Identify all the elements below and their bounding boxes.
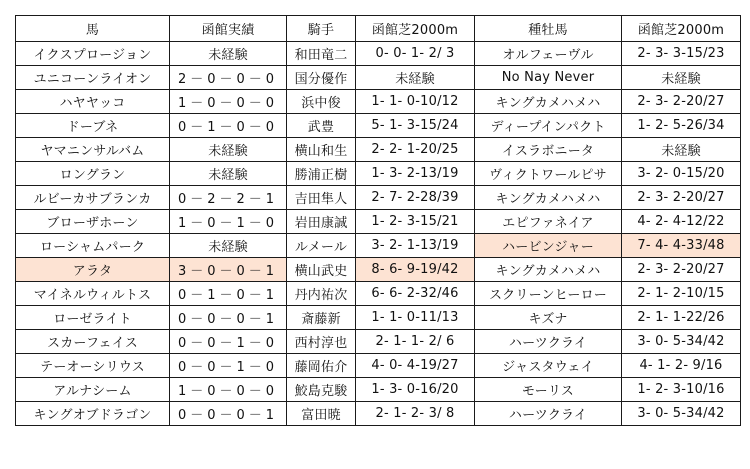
jockey-cell: 鮫島克駿 (287, 378, 356, 402)
jockey-cell: 勝浦正樹 (287, 162, 356, 186)
horse-name-cell: スカーフェイス (16, 330, 170, 354)
table-row (16, 378, 741, 402)
table-row (16, 138, 741, 162)
jockey-cell: 岩田康誠 (287, 210, 356, 234)
sire-record-cell: 2- 3- 2-20/27 (622, 258, 741, 282)
table-row (16, 330, 741, 354)
hakodate-record-cell: 0－2－2－1 (170, 186, 287, 210)
horse-name-cell: ヤマニンサルバム (16, 138, 170, 162)
sire-record-cell: 3- 0- 5-34/42 (622, 402, 741, 426)
header-jockey-course-record: 函館芝2000m (356, 16, 475, 42)
horse-name-cell: キングオブドラゴン (16, 402, 170, 426)
jockey-cell: 和田竜二 (287, 42, 356, 66)
jockey-cell: 武豊 (287, 114, 356, 138)
table-row (16, 186, 741, 210)
jockey-record-cell: 未経験 (356, 66, 475, 90)
hakodate-record-cell: 1－0－0－0 (170, 378, 287, 402)
horse-name-cell: ロングラン (16, 162, 170, 186)
table-row (16, 210, 741, 234)
jockey-cell: 浜中俊 (287, 90, 356, 114)
sire-record-cell: 2- 1- 1-22/26 (622, 306, 741, 330)
hakodate-record-cell: 未経験 (170, 42, 287, 66)
hakodate-record-cell: 0－1－0－1 (170, 282, 287, 306)
table-row (16, 42, 741, 66)
sire-cell: キングカメハメハ (475, 90, 622, 114)
jockey-record-cell: 1- 3- 0-16/20 (356, 378, 475, 402)
sire-cell: キングカメハメハ (475, 258, 622, 282)
sire-record-cell: 未経験 (622, 66, 741, 90)
jockey-cell: 横山和生 (287, 138, 356, 162)
header-row (16, 16, 741, 42)
hakodate-record-cell: 0－0－0－1 (170, 402, 287, 426)
table-row (16, 90, 741, 114)
jockey-record-cell: 1- 2- 3-15/21 (356, 210, 475, 234)
hakodate-record-cell-highlighted: 3－0－0－1 (170, 258, 287, 282)
sire-record-cell: 2- 3- 3-15/23 (622, 42, 741, 66)
jockey-cell: 藤岡佑介 (287, 354, 356, 378)
jockey-cell: 国分優作 (287, 66, 356, 90)
sire-cell: イスラボニータ (475, 138, 622, 162)
horse-name-cell: アルナシーム (16, 378, 170, 402)
hakodate-record-cell: 未経験 (170, 234, 287, 258)
sire-cell: キングカメハメハ (475, 186, 622, 210)
header-sire: 種牡馬 (475, 16, 622, 42)
stats-table (15, 15, 741, 426)
sire-cell: エピファネイア (475, 210, 622, 234)
jockey-record-cell: 2- 1- 2- 3/ 8 (356, 402, 475, 426)
header-jockey: 騎手 (287, 16, 356, 42)
horse-name-cell: ブローザホーン (16, 210, 170, 234)
jockey-record-cell: 1- 1- 0-10/12 (356, 90, 475, 114)
sire-record-cell: 1- 2- 3-10/16 (622, 378, 741, 402)
sire-cell: ハーツクライ (475, 330, 622, 354)
horse-name-cell: ドーブネ (16, 114, 170, 138)
sire-cell: No Nay Never (475, 66, 622, 90)
table-row (16, 234, 741, 258)
horse-name-cell: ハヤヤッコ (16, 90, 170, 114)
hakodate-record-cell: 1－0－1－0 (170, 210, 287, 234)
table-row (16, 282, 741, 306)
jockey-record-cell: 2- 1- 1- 2/ 6 (356, 330, 475, 354)
table-row (16, 114, 741, 138)
sire-record-cell-highlighted: 7- 4- 4-33/48 (622, 234, 741, 258)
jockey-record-cell: 1- 3- 2-13/19 (356, 162, 475, 186)
jockey-record-cell: 2- 2- 1-20/25 (356, 138, 475, 162)
horse-name-cell: テーオーシリウス (16, 354, 170, 378)
jockey-record-cell: 3- 2- 1-13/19 (356, 234, 475, 258)
jockey-cell: 富田暁 (287, 402, 356, 426)
jockey-cell: 斎藤新 (287, 306, 356, 330)
table-row (16, 258, 741, 282)
sire-cell: オルフェーヴル (475, 42, 622, 66)
horse-name-cell: ローシャムパーク (16, 234, 170, 258)
jockey-record-cell: 0- 0- 1- 2/ 3 (356, 42, 475, 66)
table-row (16, 162, 741, 186)
sire-cell: モーリス (475, 378, 622, 402)
horse-name-cell: マイネルウィルトス (16, 282, 170, 306)
sire-cell: ハーツクライ (475, 402, 622, 426)
sire-record-cell: 3- 0- 5-34/42 (622, 330, 741, 354)
sire-cell: ジャスタウェイ (475, 354, 622, 378)
jockey-cell: 西村淳也 (287, 330, 356, 354)
jockey-cell: 横山武史 (287, 258, 356, 282)
header-hakodate-record: 函館実績 (170, 16, 287, 42)
sire-record-cell: 未経験 (622, 138, 741, 162)
hakodate-record-cell: 2－0－0－0 (170, 66, 287, 90)
horse-name-cell: イクスプロージョン (16, 42, 170, 66)
hakodate-record-cell: 0－0－1－0 (170, 330, 287, 354)
sire-record-cell: 4- 1- 2- 9/16 (622, 354, 741, 378)
sire-record-cell: 2- 3- 2-20/27 (622, 186, 741, 210)
jockey-record-cell-highlighted: 8- 6- 9-19/42 (356, 258, 475, 282)
hakodate-record-cell: 1－0－0－0 (170, 90, 287, 114)
horse-name-cell: ユニコーンライオン (16, 66, 170, 90)
header-horse: 馬 (16, 16, 170, 42)
hakodate-record-cell: 0－0－1－0 (170, 354, 287, 378)
sire-cell: ヴィクトワールピサ (475, 162, 622, 186)
jockey-record-cell: 2- 7- 2-28/39 (356, 186, 475, 210)
jockey-record-cell: 6- 6- 2-32/46 (356, 282, 475, 306)
sire-cell: ディープインパクト (475, 114, 622, 138)
jockey-cell: ルメール (287, 234, 356, 258)
table-row (16, 402, 741, 426)
sire-record-cell: 2- 3- 2-20/27 (622, 90, 741, 114)
header-sire-course-record: 函館芝2000m (622, 16, 741, 42)
sire-record-cell: 3- 2- 0-15/20 (622, 162, 741, 186)
sire-cell-highlighted: ハービンジャー (475, 234, 622, 258)
jockey-record-cell: 5- 1- 3-15/24 (356, 114, 475, 138)
sire-record-cell: 2- 1- 2-10/15 (622, 282, 741, 306)
hakodate-record-cell: 未経験 (170, 138, 287, 162)
sire-cell: スクリーンヒーロー (475, 282, 622, 306)
table-row (16, 354, 741, 378)
jockey-cell: 丹内祐次 (287, 282, 356, 306)
sire-record-cell: 1- 2- 5-26/34 (622, 114, 741, 138)
hakodate-record-cell: 未経験 (170, 162, 287, 186)
horse-name-cell-highlighted: アラタ (16, 258, 170, 282)
table-row (16, 306, 741, 330)
jockey-record-cell: 4- 0- 4-19/27 (356, 354, 475, 378)
table-row (16, 66, 741, 90)
hakodate-record-cell: 0－1－0－0 (170, 114, 287, 138)
jockey-record-cell: 1- 1- 0-11/13 (356, 306, 475, 330)
sire-cell: キズナ (475, 306, 622, 330)
sire-record-cell: 4- 2- 4-12/22 (622, 210, 741, 234)
horse-name-cell: ローゼライト (16, 306, 170, 330)
jockey-cell: 吉田隼人 (287, 186, 356, 210)
hakodate-record-cell: 0－0－0－1 (170, 306, 287, 330)
horse-name-cell: ルビーカサブランカ (16, 186, 170, 210)
